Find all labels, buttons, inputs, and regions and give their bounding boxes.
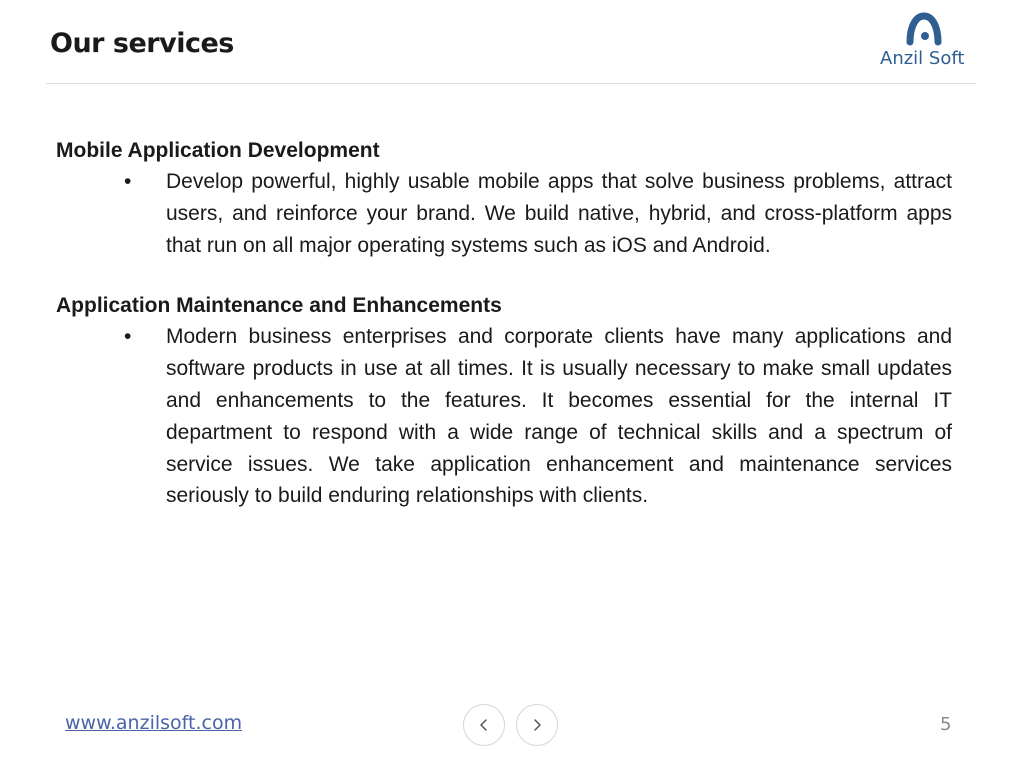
bullet-item xyxy=(56,166,952,261)
bullet-item xyxy=(56,321,952,512)
logo-mark-icon xyxy=(906,12,942,46)
previous-slide-button[interactable] xyxy=(463,704,505,746)
section-heading: Application Maintenance and Enhancements xyxy=(56,294,502,318)
bullet-text: Develop powerful, highly usable mobile apps that solve business problems, attract users, and reinforce your brand. We build native, hybrid, and cross-platform apps that run on all major operating systems such as iOS and Android. xyxy=(166,170,952,257)
service-section-mobile xyxy=(56,136,952,261)
bullet-dot: • xyxy=(124,325,132,349)
section-heading: Mobile Application Development xyxy=(56,139,380,162)
header-divider xyxy=(46,83,976,84)
bullet-text: Modern business enterprises and corporate clients have many applications and software products in use at all times. It is usually necessary to make small updates and enhancements to the features. It becomes essential for the internal IT department to respond with a wide range of technical skills and a spectrum of service issues. We take application enhancement and maintenance services seriously to build enduring relationships with clients. xyxy=(166,325,952,508)
bullet-dot: • xyxy=(124,170,132,193)
website-link[interactable]: www.anzilsoft.com xyxy=(65,712,243,734)
next-slide-button[interactable] xyxy=(516,704,558,746)
services-content xyxy=(56,136,952,542)
chevron-left-icon xyxy=(477,718,491,732)
chevron-right-icon xyxy=(530,718,544,732)
company-logo xyxy=(872,12,982,72)
page-number: 5 xyxy=(940,714,952,735)
service-section-maintenance xyxy=(56,291,952,512)
logo-text: Anzil Soft xyxy=(880,48,965,69)
page-title: Our services xyxy=(50,28,234,59)
